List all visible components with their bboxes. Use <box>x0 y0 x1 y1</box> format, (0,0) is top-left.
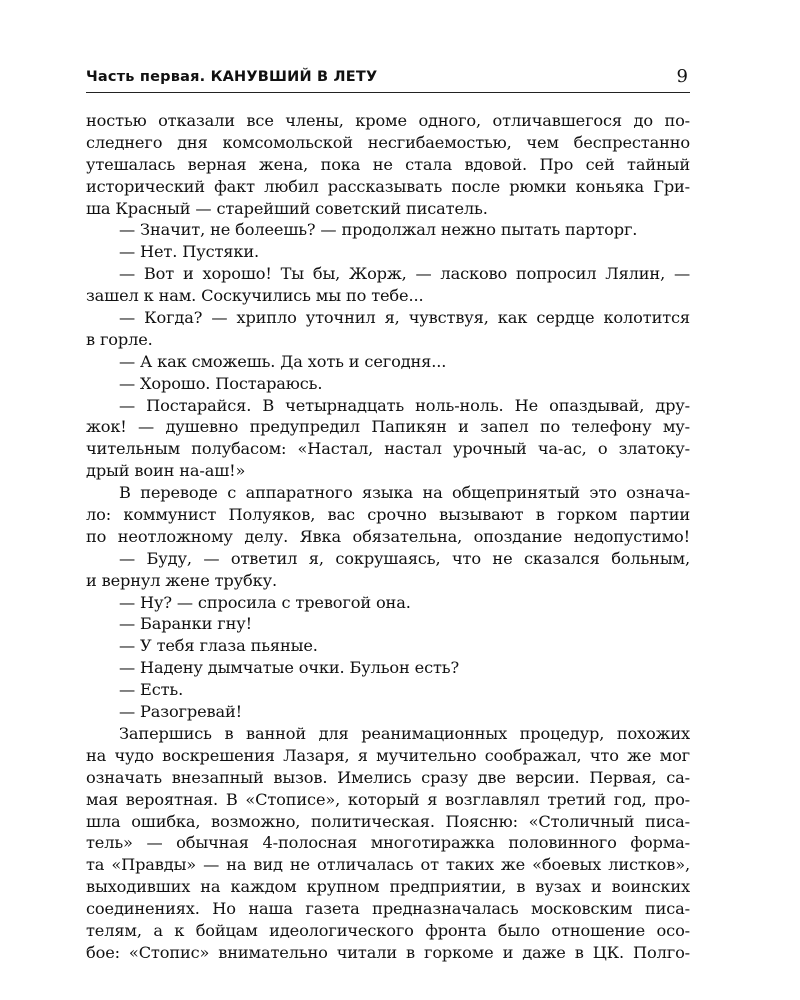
text-line: — У тебя глаза пьяные. <box>119 636 318 656</box>
text-line: бое: «Стопис» внимательно читали в горкоме и даже в ЦК. Полго- <box>86 942 690 962</box>
text-line: — А как сможешь. Да хоть и сегодня... <box>119 351 447 371</box>
text-line: шла ошибка, возможно, политическая. Поясню: «Столичный писа- <box>86 811 690 831</box>
text-line: утешалась верная жена, пока не стала вдовой. Про сей тайный <box>86 154 690 174</box>
header-title: Часть первая. КАНУВШИЙ В ЛЕТУ <box>86 69 378 85</box>
text-line: — Разогревай! <box>119 702 242 722</box>
text-line: в горле. <box>86 329 153 349</box>
text-line: — Постарайся. В четырнадцать ноль-ноль. Не опаздывай, дру- <box>119 395 690 415</box>
text-line: означать внезапный вызов. Имелись сразу две версии. Первая, са- <box>86 767 690 787</box>
text-line: — Вот и хорошо! Ты бы, Жорж, — ласково попросил Лялин, — <box>119 264 690 284</box>
text-line: выходивших на каждом крупном предприятии, в вузах и воинских <box>86 877 690 897</box>
text-line: — Ну? — спросила с тревогой она. <box>119 592 411 612</box>
text-line: В переводе с аппаратного языка на общепринятый это означа- <box>119 483 690 503</box>
page-body <box>86 110 690 964</box>
running-header <box>86 66 690 93</box>
text-line: тель» — обычная 4-полосная многотиражка половинного форма- <box>86 833 690 853</box>
text-line: зашел к нам. Соскучились мы по тебе... <box>86 286 424 306</box>
text-line: — Надену дымчатые очки. Бульон есть? <box>119 658 459 678</box>
text-line: на чудо воскрешения Лазаря, я мучительно соображал, что же мог <box>86 745 690 765</box>
text-line: чительным полубасом: «Настал, настал урочный ча-ас, о златоку- <box>86 439 690 459</box>
text-line: по неотложному делу. Явка обязательна, опоздание недопустимо! <box>86 526 690 546</box>
text-line: та «Правды» — на вид не отличалась от таких же «боевых листков», <box>86 855 690 875</box>
text-line: дрый воин на-аш!» <box>86 461 246 481</box>
text-line: телям, а к бойцам идеологического фронта было отношение осо- <box>86 920 690 940</box>
text-line: соединениях. Но наша газета предназначалась московским писа- <box>86 899 690 919</box>
text-line: ша Красный — старейший советский писатель. <box>86 198 488 218</box>
text-line: — Значит, не болеешь? — продолжал нежно пытать парторг. <box>119 220 638 240</box>
text-line: — Хорошо. Постараюсь. <box>119 373 323 393</box>
text-line: и вернул жене трубку. <box>86 570 277 590</box>
text-line: ло: коммунист Полуяков, вас срочно вызывают в горком партии <box>86 505 690 525</box>
text-line: следнего дня комсомольской несгибаемостью, чем беспрестанно <box>86 132 690 152</box>
text-line: — Когда? — хрипло уточнил я, чувствуя, как сердце колотится <box>119 308 690 328</box>
text-line: ностью отказали все члены, кроме одного, отличавшегося до по- <box>86 111 690 130</box>
text-line: — Буду, — ответил я, сокрушаясь, что не сказался больным, <box>119 548 690 568</box>
text-line: — Есть. <box>119 680 184 700</box>
text-line: мая вероятная. В «Стописе», который я возглавлял третий год, про- <box>86 789 690 809</box>
text-line: — Баранки гну! <box>119 614 252 634</box>
text-line: — Нет. Пустяки. <box>119 242 259 262</box>
text-line: исторический факт любил рассказывать после рюмки коньяка Гри- <box>86 176 690 196</box>
text-line: Запершись в ванной для реанимационных процедур, похожих <box>119 723 690 743</box>
text-line: жок! — душевно предупредил Папикян и запел по телефону му- <box>86 417 690 437</box>
page-number: 9 <box>676 66 688 87</box>
